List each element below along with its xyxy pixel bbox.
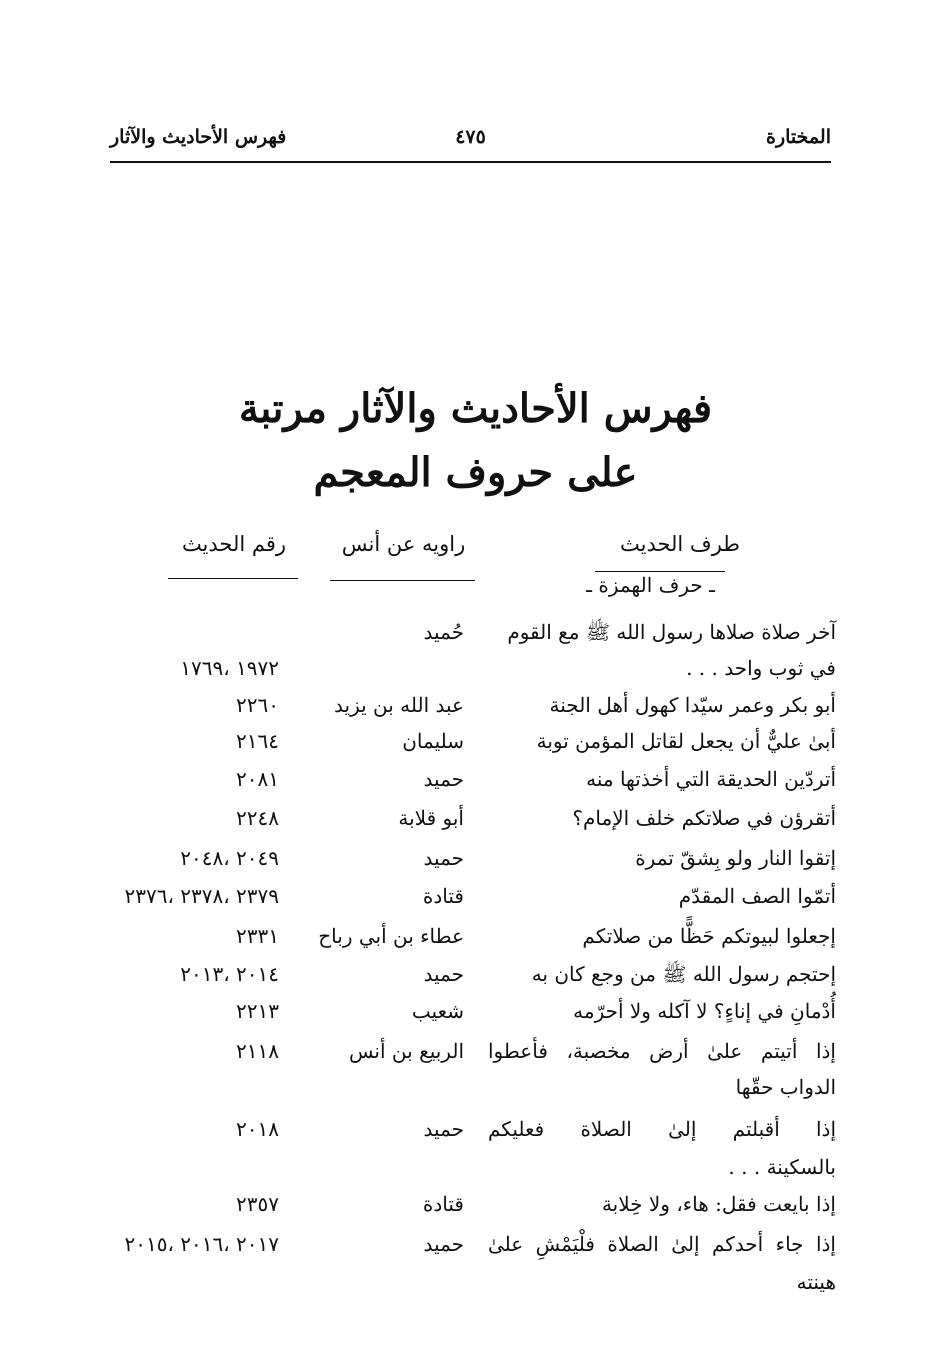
- hadith-text: إتقوا النار ولو بِشقّ تمرة: [635, 846, 836, 870]
- hadith-number: ٢٠١٨: [236, 1117, 279, 1141]
- hadith-text: إذا أقبلتم إلىٰ الصلاة فعليكم: [488, 1117, 836, 1141]
- hadith-text: في ثوب واحد . . .: [686, 656, 836, 680]
- hadith-number: ٢١١٨: [236, 1039, 279, 1063]
- column-header-narrator: راويه عن أنس: [341, 532, 466, 556]
- hadith-text: إذا بايعت فقل: هاء، ولا خِلابة: [601, 1192, 836, 1216]
- index-title: فهرس الأحاديث والآثار مرتبة: [238, 385, 713, 432]
- hadith-number: ٢٠١٧ ،٢٠١٦ ،٢٠١٥: [124, 1232, 279, 1256]
- hadith-text: هينته: [796, 1270, 836, 1294]
- index-row: [0, 1232, 951, 1262]
- column-header-number: رقم الحديث: [181, 532, 287, 556]
- index-row: [0, 656, 951, 686]
- narrator: شعيب: [411, 999, 464, 1023]
- hadith-text: بالسكينة . . .: [728, 1155, 836, 1179]
- hadith-number: ٢٢٦٠: [236, 693, 279, 717]
- index-row: [0, 884, 951, 914]
- hadith-text: إذا جاء أحدكم إلىٰ الصلاة فلْيَمْشِ علىٰ: [488, 1232, 836, 1256]
- hadith-number: ٢٠٤٩ ،٢٠٤٨: [180, 846, 279, 870]
- narrator: عبد الله بن يزيد: [334, 693, 464, 717]
- hadith-text: إذا أتيتم علىٰ أرض مخصبة، فأعطوا: [488, 1039, 836, 1063]
- column-rule-text: [595, 571, 725, 572]
- hadith-number: ٢٠١٤ ،٢٠١٣: [180, 962, 279, 986]
- hadith-number: ٢٠٨١: [236, 767, 279, 791]
- page-number: ٤٧٥: [455, 126, 486, 148]
- index-row: [0, 1117, 951, 1147]
- index-row: [0, 1270, 951, 1300]
- running-header: [110, 122, 831, 158]
- hadith-number: ١٩٧٢ ،١٧٦٩: [180, 656, 279, 680]
- index-row: [0, 846, 951, 876]
- narrator: حميد: [423, 767, 464, 791]
- hadith-number: ٢٣٧٩ ،٢٣٧٨ ،٢٣٧٦: [124, 884, 279, 908]
- section-label: ـ حرف الهمزة ـ: [586, 573, 715, 597]
- index-row: [0, 962, 951, 992]
- hadith-text: أبىٰ عليٌّ أن يجعل لقاتل المؤمن توبة: [536, 729, 836, 753]
- hadith-number: ٢٣٥٧: [236, 1192, 279, 1216]
- hadith-text: إجعلوا لبيوتكم حَظًّا من صلاتكم: [582, 924, 836, 948]
- hadith-text: أبو بكر وعمر سيّدا كهول أهل الجنة: [549, 693, 836, 717]
- hadith-text: أتقرؤن في صلاتكم خلف الإمام؟: [572, 806, 836, 830]
- hadith-text: أتمّوا الصف المقدّم: [678, 884, 836, 908]
- narrator: الربيع بن أنس: [348, 1039, 464, 1063]
- index-row: [0, 1192, 951, 1222]
- index-row: [0, 1039, 951, 1069]
- index-row: [0, 767, 951, 797]
- hadith-number: ٢٣٣١: [236, 924, 279, 948]
- narrator: حميد: [423, 962, 464, 986]
- index-row: [0, 999, 951, 1029]
- hadith-number: ٢٢١٣: [236, 999, 279, 1023]
- column-rule-narrator: [330, 580, 475, 581]
- narrator: قتادة: [422, 884, 464, 908]
- narrator: قتادة: [422, 1192, 464, 1216]
- hadith-text: أتردّين الحديقة التي أخذتها منه: [586, 767, 836, 791]
- hadith-text: إحتجم رسول الله ﷺ من وجع كان به: [531, 962, 836, 986]
- index-row: [0, 1075, 951, 1105]
- index-row: [0, 620, 951, 650]
- column-rule-number: [168, 578, 298, 579]
- index-row: [0, 1155, 951, 1185]
- book-title: المختارة: [766, 126, 831, 148]
- narrator: حميد: [423, 1232, 464, 1256]
- hadith-number: ٢٢٤٨: [236, 806, 279, 830]
- index-row: [0, 806, 951, 836]
- header-rule: [110, 161, 831, 163]
- hadith-text: الدواب حقّها: [735, 1075, 836, 1099]
- index-row: [0, 729, 951, 759]
- narrator: حميد: [423, 1117, 464, 1141]
- hadith-text: أُدْمانِ في إناءٍ؟ لا آكله ولا أحرّمه: [573, 999, 836, 1023]
- hadith-number: ٢١٦٤: [236, 729, 279, 753]
- column-header-text: طرف الحديث: [619, 532, 741, 556]
- section-title: فهرس الأحاديث والآثار: [110, 126, 287, 148]
- hadith-text: آخر صلاة صلاها رسول الله ﷺ مع القوم: [507, 620, 836, 644]
- index-row: [0, 924, 951, 954]
- narrator: أبو قلابة: [398, 806, 464, 830]
- narrator: عطاء بن أبي رباح: [318, 924, 464, 948]
- index-row: [0, 693, 951, 723]
- narrator: حميد: [423, 846, 464, 870]
- narrator: حُميد: [423, 620, 464, 644]
- narrator: سليمان: [402, 729, 464, 753]
- index-subtitle: على حروف المعجم: [313, 449, 638, 496]
